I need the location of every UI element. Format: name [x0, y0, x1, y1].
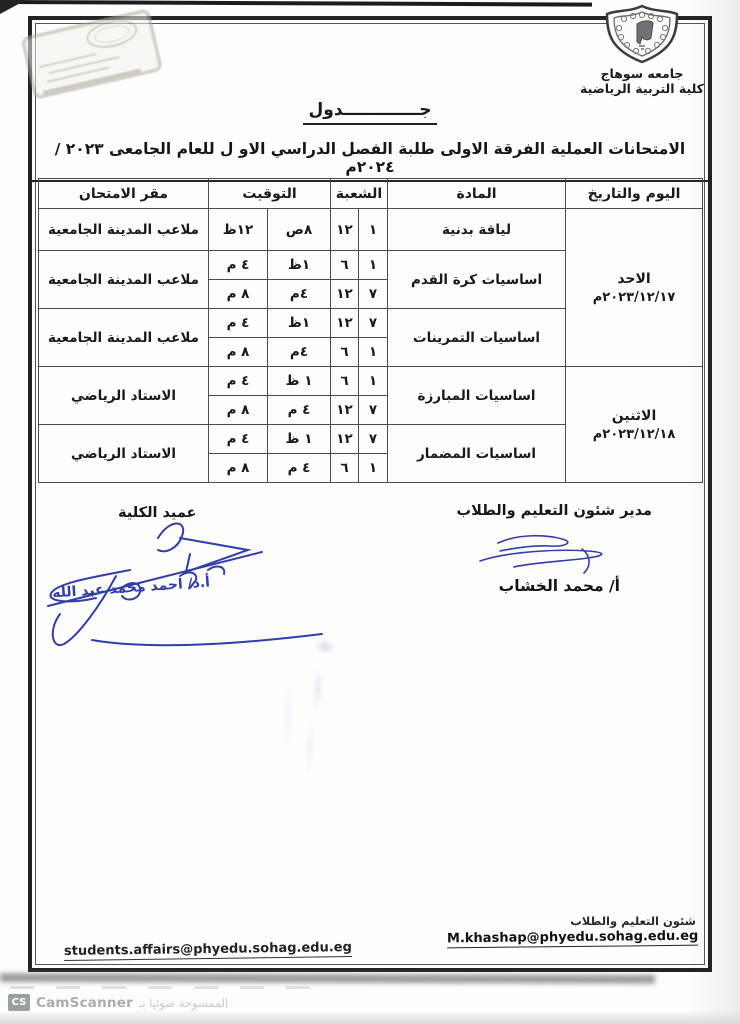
section-to: ١٢ — [331, 425, 359, 454]
scan-noise — [10, 986, 310, 989]
venue-cell: ملاعب المدينة الجامعية — [39, 251, 209, 309]
section-to: ١٢ — [331, 280, 359, 309]
section-to: ٦ — [331, 338, 359, 367]
document-title: جـــــــــــــدول — [303, 100, 438, 125]
document-title-row — [0, 100, 740, 125]
time-from: ١ ظ — [268, 425, 331, 454]
director-email: M.khashap@phyedu.sohag.edu.eg — [446, 928, 699, 947]
time-to: ٤ م — [209, 425, 268, 454]
time-from: ٤ م — [268, 396, 331, 425]
camscanner-name: CamScanner — [36, 994, 133, 1011]
section-to: ٦ — [331, 454, 359, 483]
university-emblem-icon — [599, 4, 685, 64]
camscanner-logo-icon: CS — [8, 994, 30, 1011]
photo-top-edge — [0, 0, 592, 7]
section-from: ١ — [359, 367, 388, 396]
ink-bleed-smudge — [262, 625, 364, 806]
subject-cell: لياقة بدنية — [388, 209, 566, 251]
time-from: ١ظ — [268, 251, 331, 280]
director-name: أ/ محمد الخشاب — [498, 577, 620, 595]
col-time: التوقيت — [209, 179, 331, 209]
time-to: ٤ م — [209, 309, 268, 338]
footer-department: شئون التعليم والطلاب — [570, 914, 696, 928]
venue-cell: الاستاد الرياضي — [39, 425, 209, 483]
time-to: ٨ م — [209, 280, 268, 309]
subject-cell: اساسيات كرة القدم — [388, 251, 566, 309]
section-from: ٧ — [359, 309, 388, 338]
dean-name: أ.د/ احمد محمد عبد الله — [51, 574, 211, 602]
venue-cell: ملاعب المدينة الجامعية — [39, 209, 209, 251]
section-from: ٧ — [359, 280, 388, 309]
director-signature-icon — [470, 527, 640, 579]
col-subject: المادة — [388, 179, 566, 209]
subject-cell: اساسيات التمرينات — [388, 309, 566, 367]
dean-title: عميد الكلية — [118, 505, 197, 521]
time-to: ١٢ظ — [209, 209, 268, 251]
section-from: ١ — [359, 454, 388, 483]
time-to: ٤ م — [209, 367, 268, 396]
day-cell-sunday: الاحد ٢٠٢٣/١٢/١٧م — [566, 209, 703, 367]
page-edge-shadow — [0, 973, 655, 984]
col-section: الشعبة — [331, 179, 388, 209]
camscanner-arabic-label: الممسوحة ضوئيا بـ — [138, 995, 229, 1010]
subject-cell: اساسيات المضمار — [388, 425, 566, 483]
time-from: ١ ظ — [268, 367, 331, 396]
col-day: اليوم والتاريخ — [566, 179, 703, 209]
section-to: ٦ — [331, 251, 359, 280]
students-affairs-email: students.affairs@phyedu.sohag.edu.eg — [63, 939, 352, 960]
section-to: ١٢ — [331, 309, 359, 338]
table-row — [39, 367, 703, 396]
time-from: ٨ص — [268, 209, 331, 251]
camscanner-watermark — [8, 994, 228, 1011]
section-from: ٧ — [359, 425, 388, 454]
university-name: جامعه سوهاج — [600, 66, 684, 81]
section-from: ٧ — [359, 396, 388, 425]
time-to: ٤ م — [209, 251, 268, 280]
time-to: ٨ م — [209, 338, 268, 367]
time-from: ٤م — [268, 280, 331, 309]
section-from: ١ — [359, 338, 388, 367]
faculty-name: كلية التربية الرياضية — [580, 81, 704, 96]
exam-schedule-table — [38, 178, 703, 483]
time-from: ٤ م — [268, 454, 331, 483]
venue-cell: الاستاد الرياضي — [39, 367, 209, 425]
section-from: ١ — [359, 251, 388, 280]
time-to: ٨ م — [209, 396, 268, 425]
section-to: ٦ — [331, 367, 359, 396]
time-from: ٤م — [268, 338, 331, 367]
venue-cell: ملاعب المدينة الجامعية — [39, 309, 209, 367]
section-to: ١٢ — [331, 396, 359, 425]
director-title: مدير شئون التعليم والطلاب — [456, 503, 652, 519]
day-cell-monday: الاثنين ٢٠٢٣/١٢/١٨م — [566, 367, 703, 483]
col-venue: مقر الامتحان — [39, 179, 209, 209]
photo-bottom-fade — [0, 1010, 740, 1024]
subject-cell: اساسيات المبارزة — [388, 367, 566, 425]
document-subtitle: الامتحانات العملية الفرقة الاولى طلبة الفصل الدراسي الاو ل للعام الجامعى ٢٠٢٣ / ٢٠٢٤م — [30, 140, 710, 182]
university-brand-block — [576, 4, 708, 96]
section-from: ١ — [359, 209, 388, 251]
table-header-row — [39, 179, 703, 209]
time-to: ٨ م — [209, 454, 268, 483]
time-from: ١ظ — [268, 309, 331, 338]
section-to: ١٢ — [331, 209, 359, 251]
table-row — [39, 209, 703, 251]
